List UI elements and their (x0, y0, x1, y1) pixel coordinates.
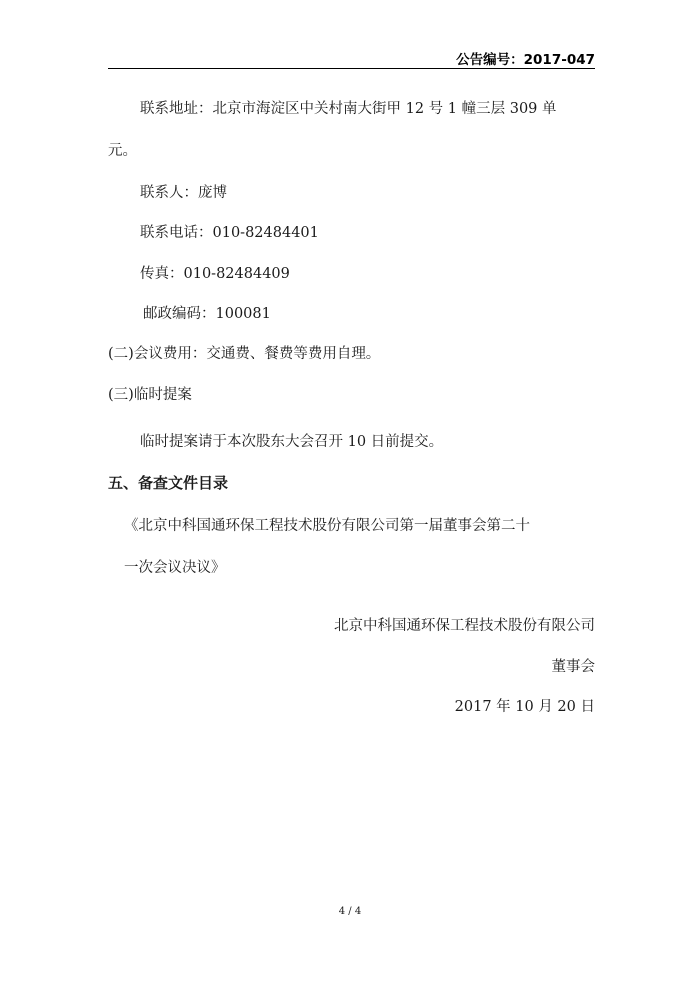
temporary-proposal-body: 临时提案请于本次股东大会召开 10 日前提交。 (140, 434, 444, 450)
signature-board: 董事会 (551, 659, 595, 675)
section-5-heading: 五、备查文件目录 (108, 474, 229, 492)
contact-fax: 传真：010-82484409 (140, 266, 290, 282)
reference-document-line2: 一次会议决议》 (124, 560, 226, 576)
contact-address-line1: 联系地址：北京市海淀区中关村南大街甲 12 号 1 幢三层 309 单 (140, 101, 557, 117)
temporary-proposal-title: (三)临时提案 (108, 387, 192, 403)
page-header (108, 46, 595, 69)
reference-document-line1: 《北京中科国通环保工程技术股份有限公司第一届董事会第二十 (124, 518, 530, 534)
contact-postal-code: 邮政编码：100081 (143, 306, 271, 322)
contact-phone: 联系电话：010-82484401 (140, 225, 319, 241)
signature-date: 2017 年 10 月 20 日 (454, 699, 595, 715)
page-number: 4 / 4 (338, 906, 362, 917)
signature-company: 北京中科国通环保工程技术股份有限公司 (334, 618, 595, 634)
meeting-fees: (二)会议费用：交通费、餐费等费用自理。 (108, 346, 381, 362)
contact-address-line2: 元。 (108, 143, 137, 159)
announcement-number: 公告编号：2017-047 (456, 52, 595, 68)
contact-person: 联系人：庞博 (140, 185, 227, 201)
